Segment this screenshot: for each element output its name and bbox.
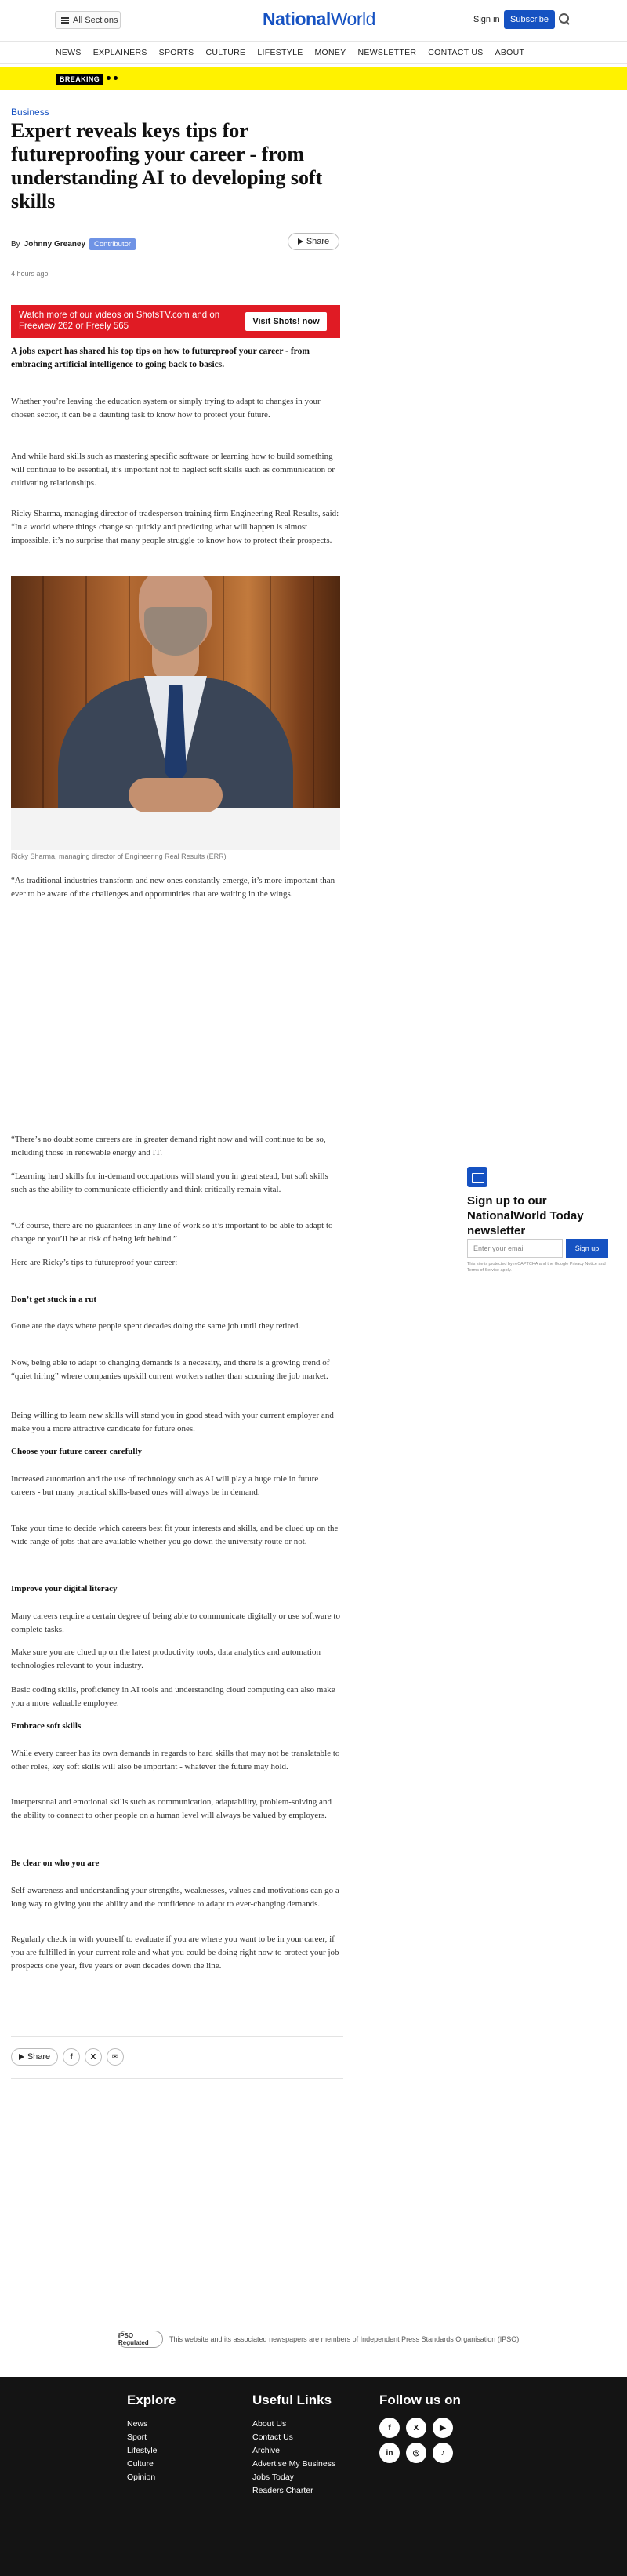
ipso-notice [118,2331,519,2348]
nav-item-contact-us[interactable]: CONTACT US [428,48,484,57]
email-field[interactable]: Enter your email [467,1239,563,1258]
footer-link-jobs-today[interactable]: Jobs Today [252,2472,294,2482]
x-icon[interactable]: X [406,2418,426,2438]
signup-button[interactable]: Sign up [566,1239,608,1258]
divider [11,2078,343,2079]
nav-item-sports[interactable]: SPORTS [158,48,194,57]
share-label: Share [27,2052,51,2062]
footer-link-advertise[interactable]: Advertise My Business [252,2459,336,2469]
paragraph: Whether you’re leaving the education system or simply trying to adapt to changes in your chosen sector, it can be a daunting task to know how to protect your future. [11,397,321,420]
loading-dots-icon [100,76,118,80]
paragraph: Ricky Sharma, managing director of tradesperson training firm Engineering Real Results, said: “In a world where things change so quickly and predicting what will happen is almost impossible, it’s no surprise that many people struggle to know how to protect their prospects. [11,509,339,545]
nav-item-money[interactable]: MONEY [314,48,346,57]
paragraph: “Learning hard skills for in-demand occupations will stand you in great stead, but soft skills such as the ability to communicate efficiently and think critically remain vital. [11,1172,328,1194]
logo-national: National [263,9,331,29]
search-icon[interactable] [559,13,570,24]
footer-explore [127,2393,176,2484]
paragraph: Here are Ricky’s tips to futureproof your career: [11,1258,178,1267]
paragraph: Being willing to learn new skills will stand you in good stead with your current employer and make you a more attractive candidate for future ones. [11,1411,334,1433]
site-header [0,0,627,41]
logo-world: World [330,9,375,29]
youtube-icon[interactable]: ▶ [433,2418,453,2438]
section-heading: Be clear on who you are [11,1858,100,1868]
paragraph: Increased automation and the use of technology such as AI will play a huge role in future careers - but many practical skills-based ones will always be in demand. [11,1474,319,1497]
byline-prefix: By [11,240,20,249]
footer-heading: Follow us on [379,2393,461,2407]
paragraph: Many careers require a certain degree of being able to communicate digitally or use software to complete tasks. [11,1611,340,1634]
all-sections-label: All Sections [73,15,118,25]
paragraph: “Of course, there are no guarantees in any line of work so it’s important to be able to adapt to change or you’ll be at risk of being left behind.” [11,1221,333,1244]
byline [11,238,136,250]
footer-heading: Explore [127,2393,176,2407]
facebook-icon[interactable]: f [379,2418,400,2438]
site-footer [0,2377,627,2576]
facebook-icon[interactable]: f [63,2048,80,2066]
x-icon[interactable]: X [85,2048,102,2066]
share-button-bottom[interactable] [11,2048,58,2066]
signin-link[interactable]: Sign in [473,15,500,24]
breaking-news-bar[interactable] [0,67,627,90]
paragraph: Self-awareness and understanding your strengths, weaknesses, values and motivations can go a long way to giving you the ability and the confidence to adapt to ever-changing demands. [11,1886,339,1909]
paragraph: Make sure you are clued up on the latest productivity tools, data analytics and automation technologies relevant to your industry. [11,1648,321,1670]
nav-item-news[interactable]: NEWS [56,48,82,57]
paragraph: Interpersonal and emotional skills such as communication, adaptability, problem-solving and the ability to connect to other people on a human level will always be valued by employers. [11,1797,332,1820]
footer-follow [379,2393,461,2463]
shots-promo-banner[interactable] [11,305,340,338]
section-heading: Don’t get stuck in a rut [11,1295,97,1304]
article-photo [11,576,340,850]
divider [11,2036,343,2037]
newsletter-icon [467,1167,487,1187]
ipso-logo[interactable]: IPSO Regulated [118,2331,163,2348]
article-category[interactable]: Business [11,107,49,118]
promo-text: Watch more of our videos on ShotsTV.com and on Freeview 262 or Freely 565 [19,311,220,331]
all-sections-button[interactable] [55,11,121,29]
footer-link-sport[interactable]: Sport [127,2432,147,2442]
footer-link-contact-us[interactable]: Contact Us [252,2432,293,2442]
footer-useful-links [252,2393,335,2498]
paragraph: And while hard skills such as mastering specific software or learning how to build something will continue to be essential, it’s important not to neglect soft skills such as communication or cultivating relationships. [11,452,335,488]
footer-link-news[interactable]: News [127,2419,148,2429]
linkedin-icon[interactable]: in [379,2443,400,2463]
footer-link-readers-charter[interactable]: Readers Charter [252,2486,314,2495]
ipso-text: This website and its associated newspapers are members of Independent Press Standards Organisation (IPSO) [169,2335,520,2343]
paragraph: Basic coding skills, proficiency in AI tools and understanding cloud computing can also make you a more valuable employee. [11,1685,335,1708]
recaptcha-notice: This site is protected by reCAPTCHA and the Google Privacy Notice and Terms of Service apply. [467,1262,606,1273]
newsletter-title: Sign up to our NationalWorld Today newsletter [467,1194,584,1237]
author-role-badge: Contributor [89,238,136,250]
section-heading: Embrace soft skills [11,1721,82,1731]
share-icon [19,2054,24,2060]
article-headline: Expert reveals keys tips for futureproofing your career - from understanding AI to developing soft skills [11,119,323,213]
footer-link-lifestyle[interactable]: Lifestyle [127,2446,158,2455]
nav-item-lifestyle[interactable]: LIFESTYLE [257,48,303,57]
footer-link-archive[interactable]: Archive [252,2446,281,2455]
author-name[interactable]: Johnny Greaney [24,240,86,249]
paragraph: “As traditional industries transform and new ones constantly emerge, it’s more important than ever to be aware of the challenges and opportunities that are waiting in the wings. [11,876,335,899]
footer-heading: Useful Links [252,2393,332,2407]
footer-link-culture[interactable]: Culture [127,2459,154,2469]
section-heading: Choose your future career carefully [11,1447,143,1456]
nav-item-newsletter[interactable]: NEWSLETTER [357,48,417,57]
menu-icon [61,17,69,24]
share-icon [298,238,303,245]
paragraph: While every career has its own demands in regards to hard skills that may not be translatable to other roles, key soft skills will also be important - whatever the future may hold. [11,1749,340,1771]
photo-caption: Ricky Sharma, managing director of Engineering Real Results (ERR) [11,852,227,860]
nav-item-explainers[interactable]: EXPLAINERS [92,48,147,57]
site-logo[interactable] [263,9,375,30]
email-icon[interactable]: ✉ [107,2048,124,2066]
tiktok-icon[interactable]: ♪ [433,2443,453,2463]
paragraph: “There’s no doubt some careers are in greater demand right now and will continue to be so, including those in renewable energy and IT. [11,1135,326,1157]
paragraph: Now, being able to adapt to changing demands is a necessity, and there is a growing trend of “quiet hiring” where companies upskill current workers rather than scouring the job market. [11,1358,330,1381]
share-label: Share [306,237,330,246]
share-button[interactable] [288,233,339,250]
share-bar [11,2048,124,2066]
paragraph: Regularly check in with yourself to evaluate if you are where you want to be in your career, if you are fulfilled in your current role and what you could be doing right now to protect your job prospects one year, five years or even decades down the line. [11,1935,339,1971]
footer-link-about-us[interactable]: About Us [252,2419,287,2429]
section-heading: Improve your digital literacy [11,1584,118,1593]
paragraph: Gone are the days where people spent decades doing the same job until they retired. [11,1321,301,1331]
nav-item-culture[interactable]: CULTURE [205,48,246,57]
visit-shots-button[interactable]: Visit Shots! now [245,312,327,331]
breaking-label: BREAKING [56,74,103,85]
paragraph: Take your time to decide which careers best fit your interests and skills, and be clued up on the wide range of jobs that are available whether you go down the university route or not. [11,1524,339,1546]
instagram-icon[interactable]: ◎ [406,2443,426,2463]
main-nav [0,41,627,64]
article-timestamp: 4 hours ago [11,270,49,278]
article-lead: A jobs expert has shared his top tips on how to futureproof your career - from embracing artificial intelligence to going back to basics. [11,347,310,369]
nav-item-about[interactable]: ABOUT [495,48,525,57]
subscribe-button[interactable]: Subscribe [504,10,555,29]
footer-link-opinion[interactable]: Opinion [127,2472,156,2482]
